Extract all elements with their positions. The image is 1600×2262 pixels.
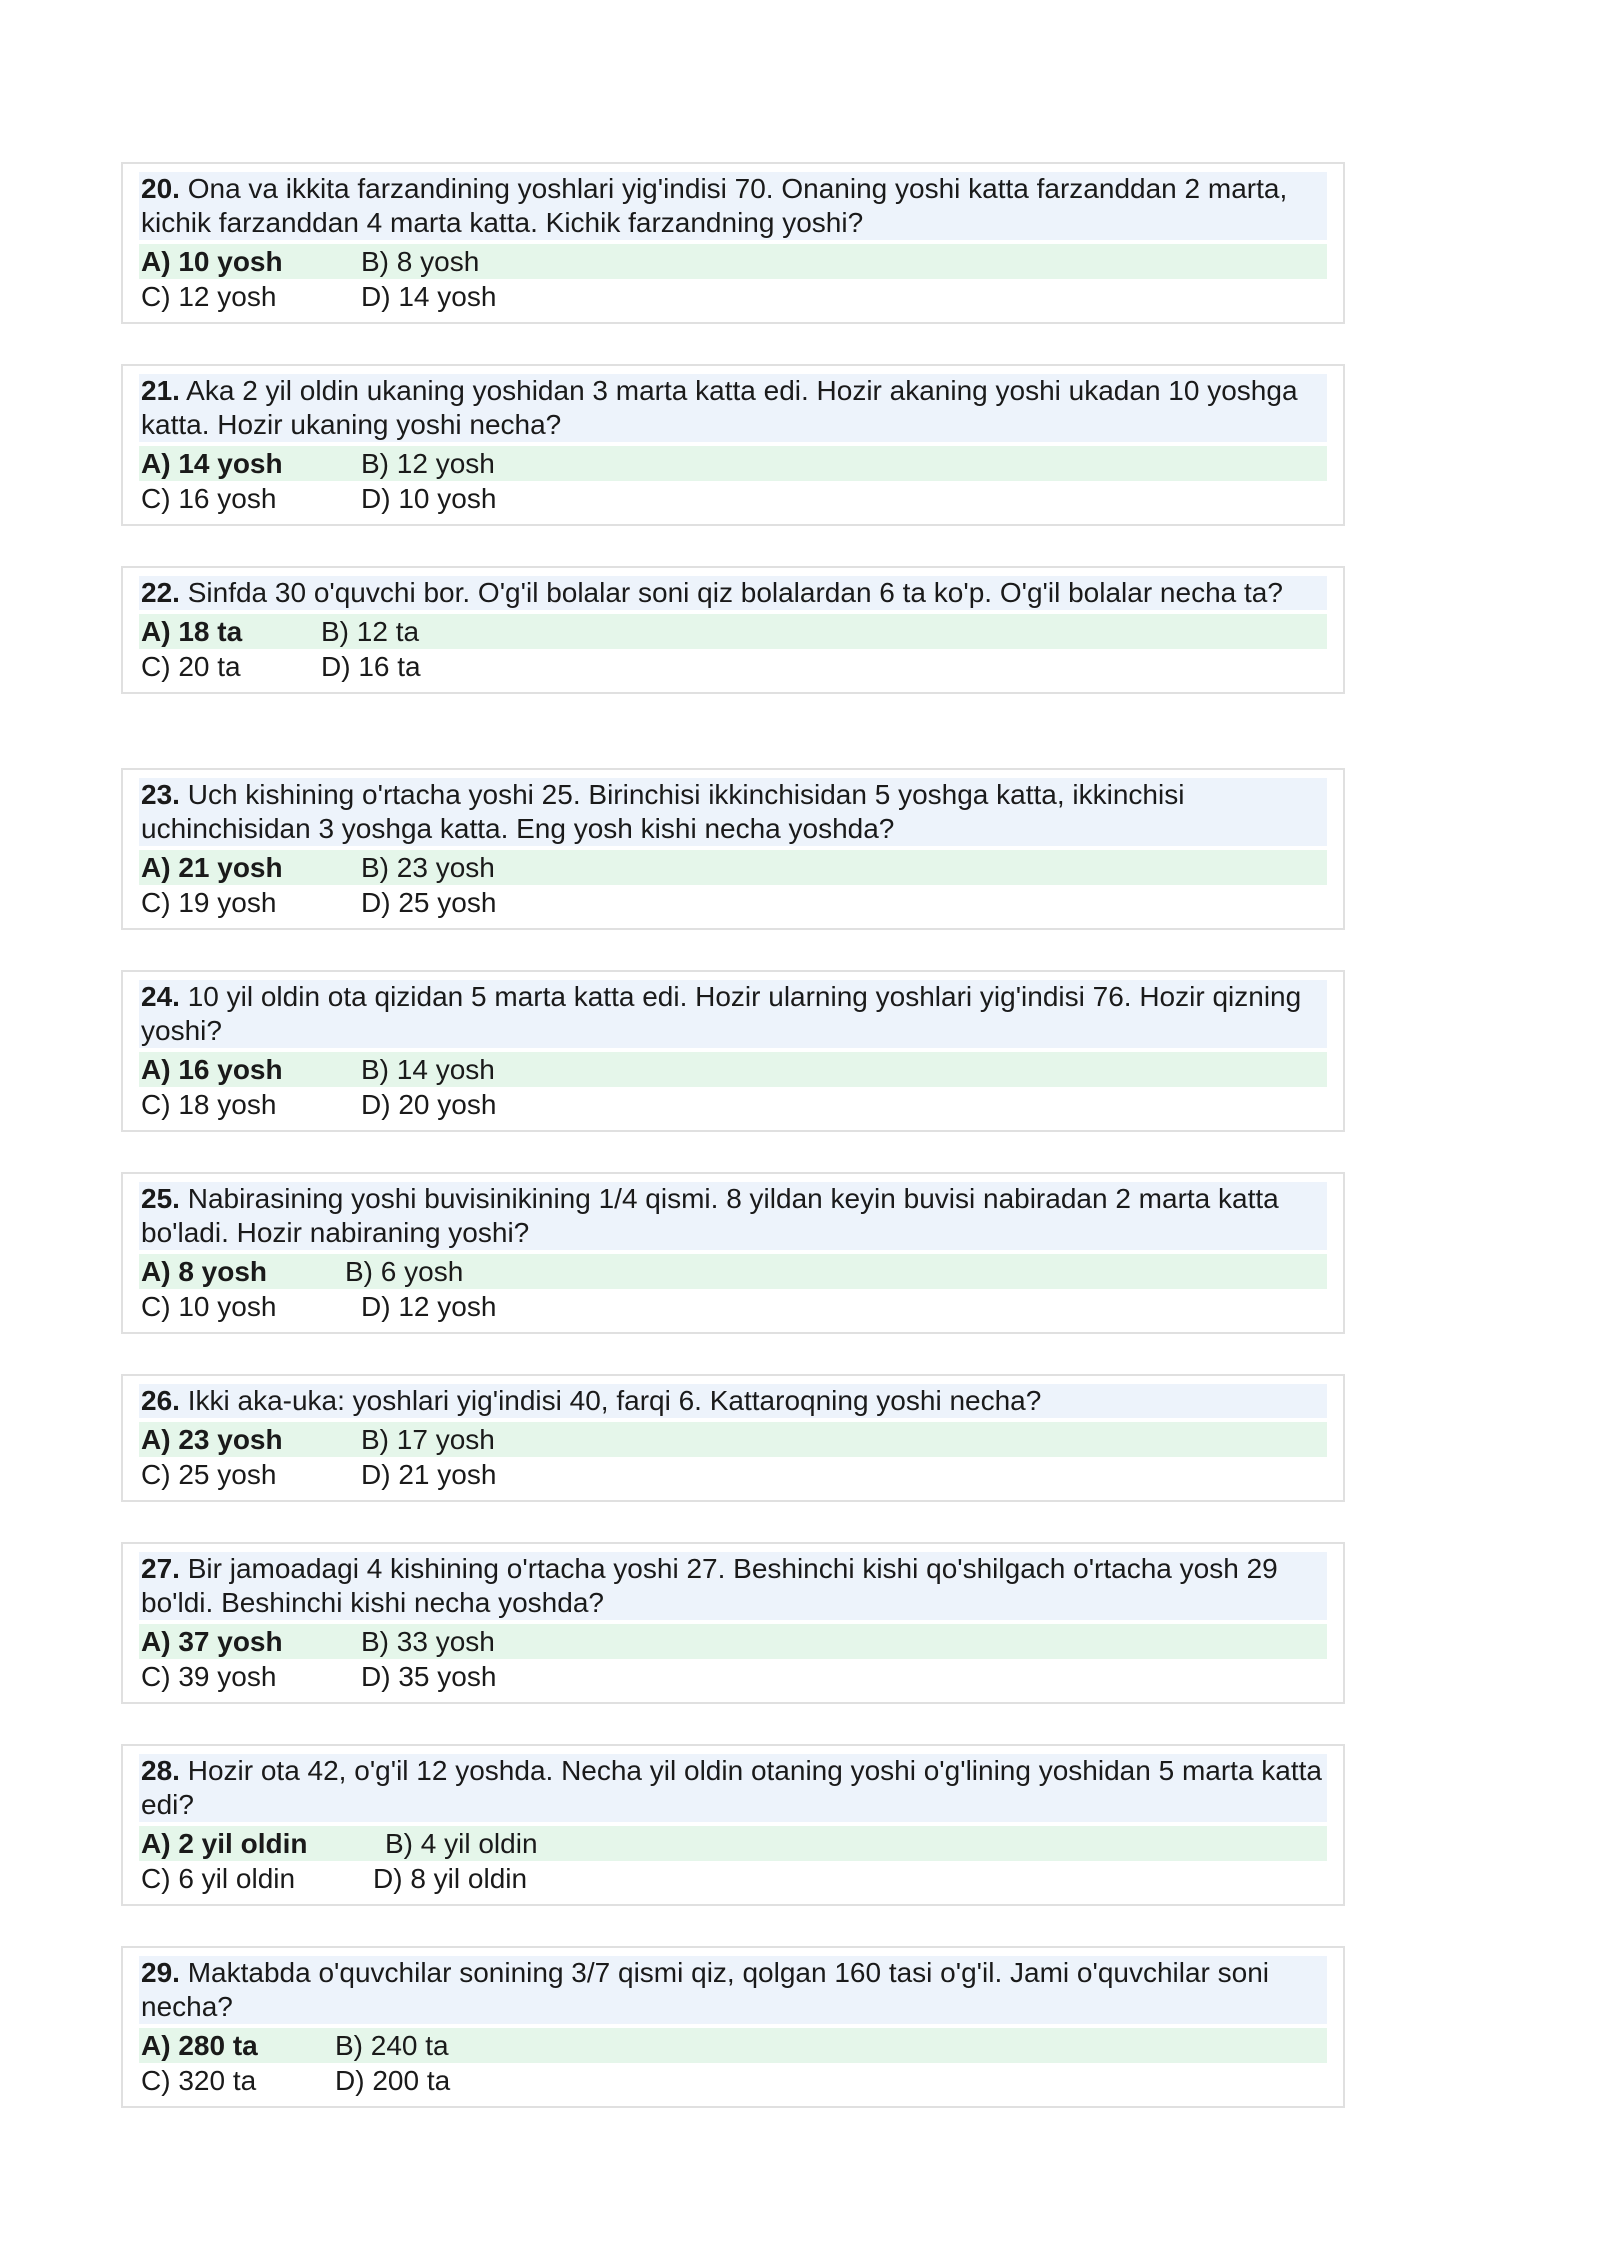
question-number: 20. [141, 173, 180, 204]
option-a: A) 16 yosh [141, 1054, 283, 1085]
options-row-cd [139, 1659, 1327, 1694]
option-b: B) 8 yosh [361, 246, 480, 277]
options-row-ab [139, 1826, 1327, 1861]
option-d: D) 21 yosh [361, 1459, 497, 1490]
question-body: Ikki aka-uka: yoshlari yig'indisi 40, farqi 6. Kattaroqning yoshi necha? [187, 1385, 1042, 1416]
options-row-ab [139, 446, 1327, 481]
question-number: 22. [141, 577, 180, 608]
question-text [139, 1956, 1327, 2024]
question-card [121, 1374, 1345, 1502]
question-number: 25. [141, 1183, 180, 1214]
option-b: B) 12 ta [321, 616, 420, 647]
question-number: 21. [141, 375, 180, 406]
option-b: B) 23 yosh [361, 852, 495, 883]
question-text [139, 576, 1327, 610]
options-row-cd [139, 481, 1327, 516]
option-d: D) 8 yil oldin [373, 1863, 528, 1894]
option-d: D) 12 yosh [361, 1291, 497, 1322]
option-d: D) 16 ta [321, 651, 421, 682]
question-card [121, 1172, 1345, 1334]
options-row-ab [139, 850, 1327, 885]
option-c: C) 18 yosh [141, 1089, 277, 1120]
option-a: A) 21 yosh [141, 852, 283, 883]
option-a: A) 37 yosh [141, 1626, 283, 1657]
question-card [121, 1946, 1345, 2108]
question-body: Sinfda 30 o'quvchi bor. O'g'il bolalar soni qiz bolalardan 6 ta ko'p. O'g'il bolalar necha ta? [187, 577, 1283, 608]
options-row-ab [139, 1254, 1327, 1289]
option-d: D) 25 yosh [361, 887, 497, 918]
question-text [139, 1552, 1327, 1620]
option-c: C) 10 yosh [141, 1291, 277, 1322]
options-row-cd [139, 1861, 1327, 1896]
option-b: B) 240 ta [335, 2030, 449, 2061]
options-row-cd [139, 885, 1327, 920]
question-text [139, 172, 1327, 240]
question-number: 24. [141, 981, 180, 1012]
options-row-ab [139, 244, 1327, 279]
options-row-ab [139, 1052, 1327, 1087]
question-number: 23. [141, 779, 180, 810]
question-number: 28. [141, 1755, 180, 1786]
question-text [139, 778, 1327, 846]
question-text [139, 374, 1327, 442]
question-text [139, 1384, 1327, 1418]
question-card [121, 768, 1345, 930]
question-body: Aka 2 yil oldin ukaning yoshidan 3 marta katta edi. Hozir akaning yoshi ukadan 10 yoshga katta. Hozir ukaning yoshi necha? [141, 375, 1298, 440]
question-body: Bir jamoadagi 4 kishining o'rtacha yoshi 27. Beshinchi kishi qo'shilgach o'rtacha yosh 29 bo'ldi. Beshinchi kishi necha yoshda? [141, 1553, 1278, 1618]
options-row-cd [139, 1457, 1327, 1492]
option-c: C) 320 ta [141, 2065, 257, 2096]
option-b: B) 12 yosh [361, 448, 495, 479]
question-body: Ona va ikkita farzandining yoshlari yig'indisi 70. Onaning yoshi katta farzanddan 2 marta, kichik farzanddan 4 marta katta. Kichik farzandning yoshi? [141, 173, 1288, 238]
option-b: B) 17 yosh [361, 1424, 495, 1455]
question-body: 10 yil oldin ota qizidan 5 marta katta edi. Hozir ularning yoshlari yig'indisi 76. Hozir qizning yoshi? [141, 981, 1302, 1046]
question-card [121, 970, 1345, 1132]
question-card [121, 566, 1345, 694]
option-a: A) 18 ta [141, 616, 243, 647]
option-c: C) 39 yosh [141, 1661, 277, 1692]
question-body: Maktabda o'quvchilar sonining 3/7 qismi qiz, qolgan 160 tasi o'g'il. Jami o'quvchilar soni necha? [141, 1957, 1270, 2022]
question-text [139, 1182, 1327, 1250]
question-card [121, 1744, 1345, 1906]
options-row-cd [139, 279, 1327, 314]
option-d: D) 14 yosh [361, 281, 497, 312]
options-row-ab [139, 614, 1327, 649]
options-row-cd [139, 649, 1327, 684]
question-text [139, 980, 1327, 1048]
option-c: C) 16 yosh [141, 483, 277, 514]
options-row-ab [139, 1624, 1327, 1659]
option-a: A) 10 yosh [141, 246, 283, 277]
option-a: A) 8 yosh [141, 1256, 268, 1287]
question-number: 26. [141, 1385, 180, 1416]
question-card [121, 364, 1345, 526]
option-d: D) 10 yosh [361, 483, 497, 514]
option-c: C) 12 yosh [141, 281, 277, 312]
option-a: A) 23 yosh [141, 1424, 283, 1455]
option-b: B) 33 yosh [361, 1626, 495, 1657]
option-c: C) 6 yil oldin [141, 1863, 296, 1894]
option-a: A) 14 yosh [141, 448, 283, 479]
question-text [139, 1754, 1327, 1822]
option-b: B) 14 yosh [361, 1054, 495, 1085]
question-body: Uch kishining o'rtacha yoshi 25. Birinchisi ikkinchisidan 5 yoshga katta, ikkinchisi uchinchisidan 3 yoshga katta. Eng yosh kishi necha yoshda? [141, 779, 1185, 844]
option-b: B) 6 yosh [345, 1256, 464, 1287]
options-row-cd [139, 2063, 1327, 2098]
question-body: Hozir ota 42, o'g'il 12 yoshda. Necha yil oldin otaning yoshi o'g'lining yoshidan 5 marta katta edi? [141, 1755, 1322, 1820]
options-row-cd [139, 1087, 1327, 1122]
option-d: D) 200 ta [335, 2065, 451, 2096]
option-c: C) 19 yosh [141, 887, 277, 918]
question-card [121, 162, 1345, 324]
option-d: D) 35 yosh [361, 1661, 497, 1692]
option-b: B) 4 yil oldin [385, 1828, 538, 1859]
question-number: 29. [141, 1957, 180, 1988]
option-c: C) 25 yosh [141, 1459, 277, 1490]
option-a: A) 280 ta [141, 2030, 258, 2061]
option-c: C) 20 ta [141, 651, 241, 682]
options-row-ab [139, 1422, 1327, 1457]
option-d: D) 20 yosh [361, 1089, 497, 1120]
option-a: A) 2 yil oldin [141, 1828, 308, 1859]
question-body: Nabirasining yoshi buvisinikining 1/4 qismi. 8 yildan keyin buvisi nabiradan 2 marta katta bo'ladi. Hozir nabiraning yoshi? [141, 1183, 1279, 1248]
question-card [121, 1542, 1345, 1704]
options-row-cd [139, 1289, 1327, 1324]
question-number: 27. [141, 1553, 180, 1584]
options-row-ab [139, 2028, 1327, 2063]
